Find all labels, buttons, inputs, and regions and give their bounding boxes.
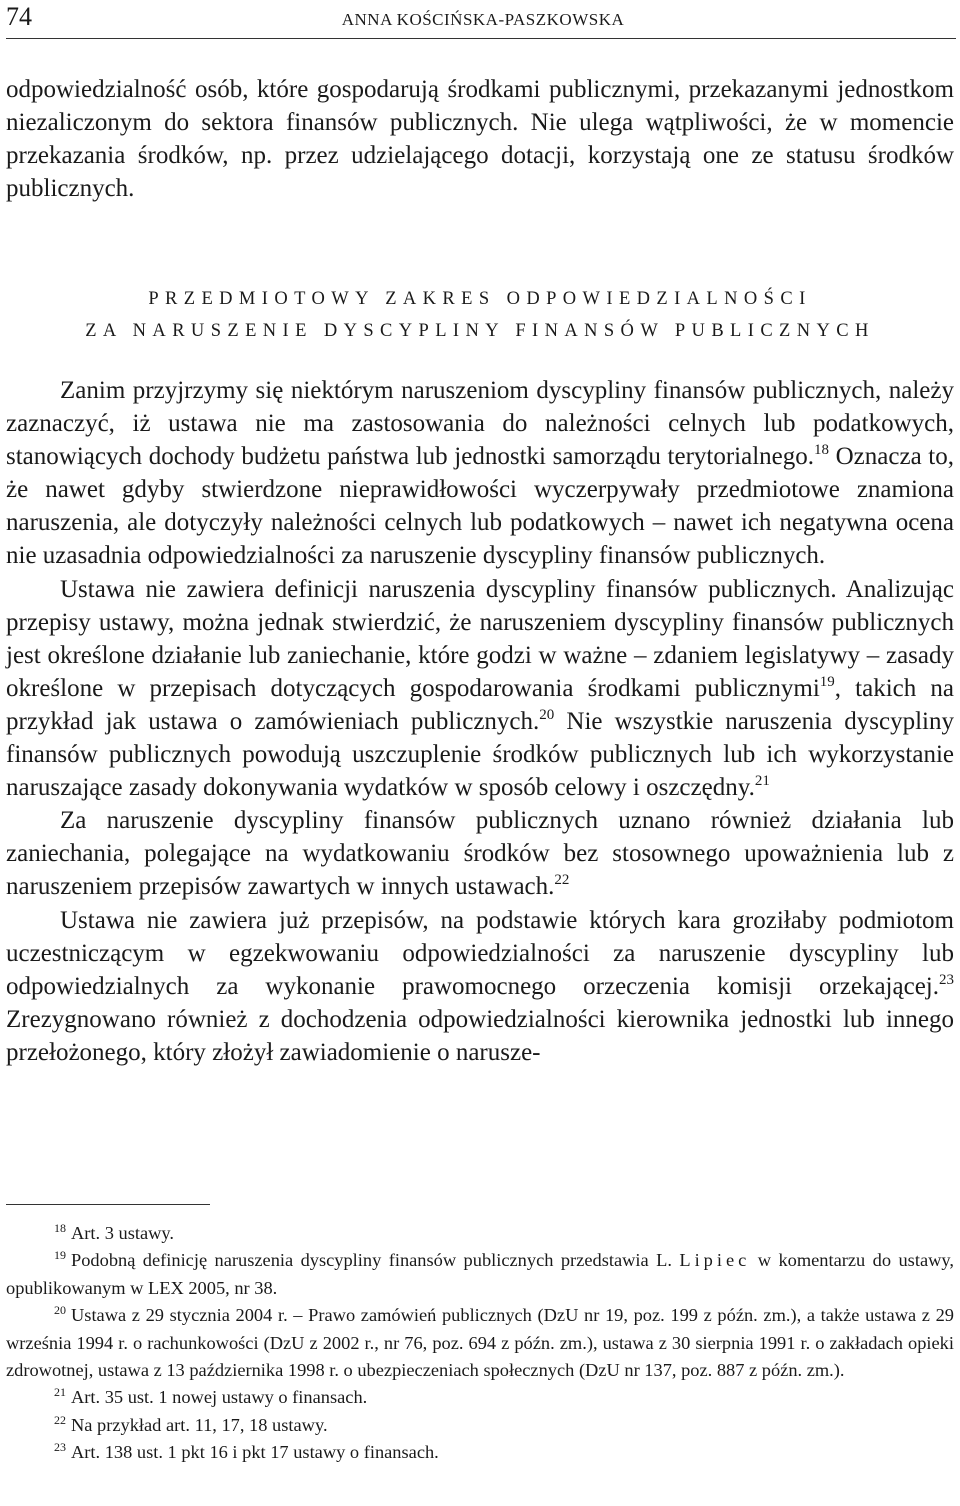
footnote-21 bbox=[6, 1384, 954, 1411]
footnote-text: Podobną definicję naruszenia dyscypliny finansów publicznych przedstawia L. bbox=[71, 1250, 680, 1271]
running-head: ANNA KOŚCIŃSKA-PASZKOWSKA bbox=[341, 10, 625, 29]
intro-paragraph bbox=[6, 73, 954, 205]
main-text bbox=[6, 374, 954, 1069]
footnote-18 bbox=[6, 1220, 954, 1247]
section-heading-line-1: PRZEDMIOTOWY ZAKRES ODPOWIEDZIALNOŚCI bbox=[148, 289, 812, 309]
footnote-ref-19[interactable]: 19 bbox=[819, 673, 835, 690]
paragraph-4-text-a: Ustawa nie zawiera już przepisów, na podstawie których kara groziłaby podmiotom uczestniczącym w egzekwowaniu odpowiedzialności za naruszenie dyscypliny lub odpowiedzialnych za wykonanie prawomocnego orzeczenia komisji orzekającej. bbox=[6, 906, 954, 1000]
footnote-number: 20 bbox=[54, 1303, 66, 1318]
footnote-text: Ustawa z 29 stycznia 2004 r. – Prawo zamówień publicznych (DzU nr 19, poz. 199 z późn. zm.), a także ustawa z 29 września 1994 r. o rachunkowości (DzU z 2002 r., nr 76, poz. 694 z późn. zm.), ustawa z 30 sierpnia 1991 r. o zakładach opieki zdrowotnej, ustawa z 13 października 1998 r. o ubezpieczeniach społecznych (DzU nr 137, poz. 887 z późn. zm.). bbox=[6, 1305, 954, 1381]
paragraph-4-text-b: Zrezygnowano również z dochodzenia odpowiedzialności kierownika jednostki lub innego przełożonego, który złożył zawiadomienie o narusze- bbox=[6, 1005, 954, 1066]
paragraph-3 bbox=[6, 804, 954, 903]
section-heading bbox=[0, 283, 960, 347]
footnote-ref-21[interactable]: 21 bbox=[754, 773, 770, 790]
section-heading-line-2: ZA NARUSZENIE DYSCYPLINY FINANSÓW PUBLICZNYCH bbox=[85, 321, 875, 341]
paragraph-4 bbox=[6, 904, 954, 1069]
paragraph-2 bbox=[6, 573, 954, 805]
paragraph-1 bbox=[6, 374, 954, 573]
footnotes bbox=[6, 1220, 954, 1467]
footnote-text: w komentarzu do ustawy, opublikowanym w LEX 2005, nr 38. bbox=[6, 1250, 954, 1298]
footnote-author: Lipiec bbox=[679, 1250, 751, 1271]
footnote-number: 19 bbox=[54, 1248, 66, 1263]
footnote-text: Art. 138 ust. 1 pkt 16 i pkt 17 ustawy o finansach. bbox=[71, 1442, 439, 1463]
footnote-22 bbox=[6, 1412, 954, 1439]
footnote-ref-22[interactable]: 22 bbox=[554, 872, 570, 889]
footnote-ref-23[interactable]: 23 bbox=[939, 971, 954, 988]
paragraph-1-text-a: Zanim przyjrzymy się niektórym naruszeniom dyscypliny finansów publicznych, należy zaznaczyć, iż ustawa nie ma zastosowania do należności celnych lub podatkowych, stanowiących dochody budżetu państwa lub jednostki samorządu terytorialnego. bbox=[6, 377, 954, 471]
intro-text: odpowiedzialność osób, które gospodarują środkami publicznymi, przekazanymi jednostkom niezaliczonym do sektora finansów publicznych. Nie ulega wątpliwości, że w momencie przekazania środków, np. przez udzielającego dotacji, korzystają one ze statusu środków publicznych. bbox=[6, 76, 954, 203]
footnote-20 bbox=[6, 1302, 954, 1384]
footnote-number: 21 bbox=[54, 1385, 66, 1400]
paragraph-1-text-b: Oznacza to, że nawet gdyby stwierdzone nieprawidłowości wyczerpywały przedmiotowe znamiona naruszenia, ale dotyczyły należności celnych lub podatkowych – nawet ich negatywna ocena nie uzasadnia odpowiedzialności za naruszenie dyscypliny finansów publicznych. bbox=[6, 443, 954, 570]
paragraph-2-text-a: Ustawa nie zawiera definicji naruszenia dyscypliny finansów publicznych. Analizując przepisy ustawy, można jednak stwierdzić, że naruszeniem dyscypliny finansów publicznych jest określone działanie lub zaniechanie, które godzi w ważne – zdaniem legislatywy – zasady określone w przepisach dotyczących gospodarowania środkami publicznymi bbox=[6, 575, 954, 702]
footnote-text: Na przykład art. 11, 17, 18 ustawy. bbox=[71, 1414, 328, 1435]
footnote-ref-18[interactable]: 18 bbox=[814, 442, 829, 459]
footnote-number: 18 bbox=[54, 1221, 66, 1235]
footnote-number: 22 bbox=[54, 1412, 66, 1427]
page-number: 74 bbox=[6, 2, 32, 31]
footnote-text: Art. 3 ustawy. bbox=[71, 1223, 175, 1243]
paragraph-2-text-b: , takich na przykład jak ustawa o zamówieniach publicznych. bbox=[6, 674, 954, 735]
header-rule bbox=[6, 38, 956, 39]
footnote-number: 23 bbox=[54, 1440, 66, 1455]
paragraph-2-text-c: Nie wszystkie naruszenia dyscypliny finansów publicznych powodują uszczuplenie środków publicznych lub ich wykorzystanie naruszające zasady dokonywania wydatków w sposób celowy i oszczędny. bbox=[6, 707, 955, 802]
footnote-rule bbox=[6, 1204, 210, 1205]
paragraph-3-text-a: Za naruszenie dyscypliny finansów publicznych uznano również działania lub zaniechania, polegające na wydatkowaniu środków bez stosownego upoważnienia lub z naruszeniem przepisów zawartych w innych ustawach. bbox=[6, 807, 954, 901]
footnote-text: Art. 35 ust. 1 nowej ustawy o finansach. bbox=[71, 1387, 368, 1408]
footnote-19 bbox=[6, 1247, 954, 1302]
footnote-ref-20[interactable]: 20 bbox=[539, 706, 555, 723]
page-header bbox=[0, 0, 960, 40]
footnote-23 bbox=[6, 1439, 954, 1466]
